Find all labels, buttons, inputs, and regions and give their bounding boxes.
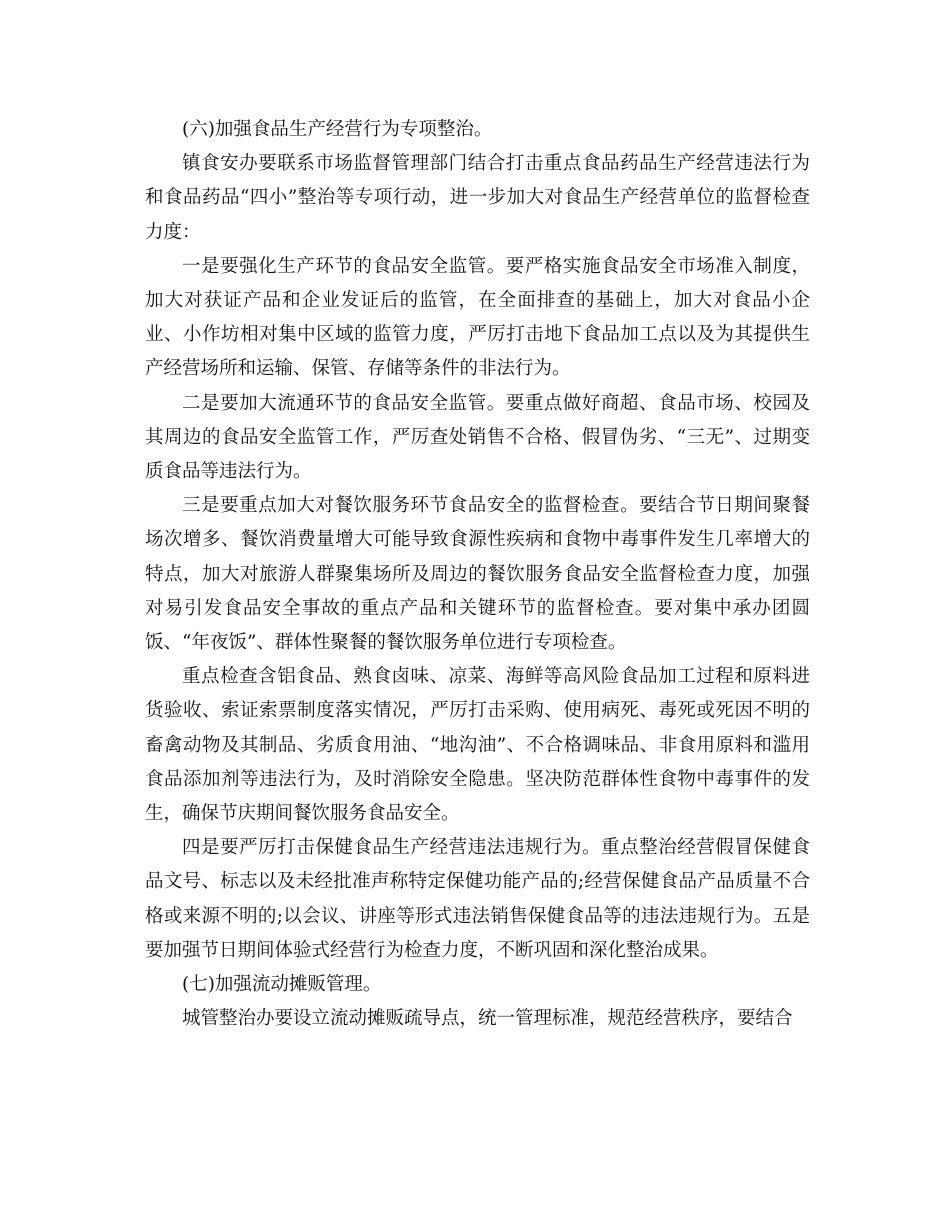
paragraph-production: 一是要强化生产环节的食品安全监管。要严格实施食品安全市场准入制度，加大对获证产品和企业发证后的监管，在全面排查的基础上，加大对食品小企业、小作坊相对集中区域的监管力度，严厉打击地下食品加工点以及为其提供生产经营场所和运输、保管、存储等条件的非法行为。 (145, 255, 810, 380)
paragraph-catering: 三是要重点加大对餐饮服务环节食品安全的监督检查。要结合节日期间聚餐场次增多、餐饮消费量增大可能导致食源性疾病和食物中毒事件发生几率增大的特点，加大对旅游人群聚集场所及周边的餐饮服务食品安全监督检查力度，加强对易引发食品安全事故的重点产品和关键环节的监督检查。要对集中承办团圆饭、“年夜饭”、群体性聚餐的餐饮服务单位进行专项检查。 (145, 495, 810, 654)
paragraph-vendors: 城管整治办要设立流动摊贩疏导点，统一管理标准，规范经营秩序，要结合 (182, 1008, 793, 1030)
paragraph-health-food: 四是要严厉打击保健食品生产经营违法违规行为。重点整治经营假冒保健食品文号、标志以及未经批准声称特定保健功能产品的;经营保健食品产品质量不合格或来源不明的;以会议、讲座等形式违法销售保健食品等的违法违规行为。五是要加强节日期间体验式经营行为检查力度，不断巩固和深化整治成果。 (145, 837, 810, 961)
paragraph-inspection: 重点检查含铝食品、熟食卤味、凉菜、海鲜等高风险食品加工过程和原料进货验收、索证索票制度落实情况，严厉打击采购、使用病死、毒死或死因不明的畜禽动物及其制品、劣质食用油、“地沟油”、不合格调味品、非食用原料和滥用食品添加剂等违法行为，及时消除安全隐患。坚决防范群体性食物中毒事件的发生，确保节庆期间餐饮服务食品安全。 (145, 666, 810, 825)
section-heading-6: (六)加强食品生产经营行为专项整治。 (182, 119, 493, 140)
section-heading-7: (七)加强流动摊贩管理。 (182, 974, 382, 996)
paragraph-circulation: 二是要加大流通环节的食品安全监管。要重点做好商超、食品市场、校园及其周边的食品安全监管工作，严厉查处销售不合格、假冒伪劣、“三无”、过期变质食品等违法行为。 (145, 392, 810, 483)
paragraph-intro: 镇食安办要联系市场监督管理部门结合打击重点食品药品生产经营违法行为和食品药品“四小”整治等专项行动，进一步加大对食品生产经营单位的监督检查力度： (145, 153, 810, 243)
document-body (145, 113, 810, 1036)
